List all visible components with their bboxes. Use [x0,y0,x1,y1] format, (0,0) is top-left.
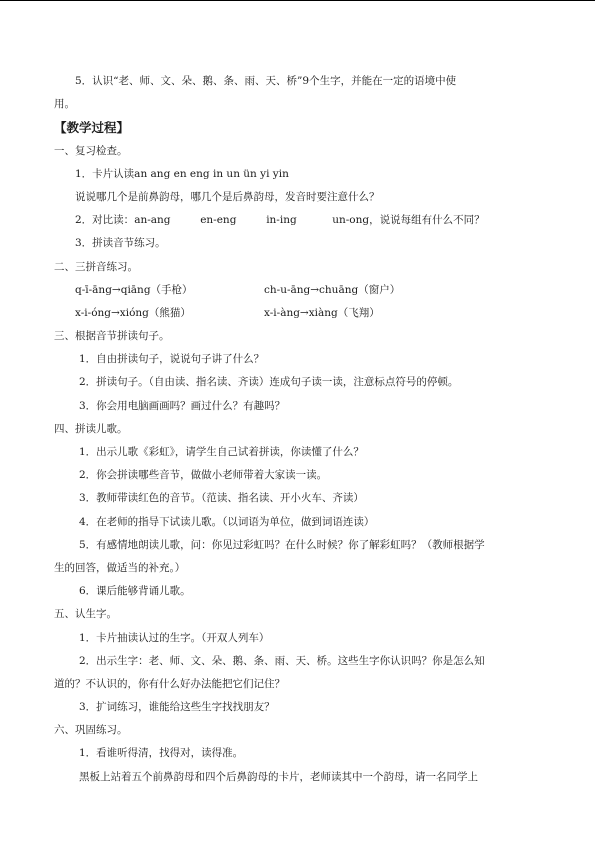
rhyme-item-3: 3．教师带读红色的音节。（范读、指名读、开小火车、齐读） [79,492,364,505]
tri-pinyin-row-1 [54,279,544,302]
review-item-2-label: 2．对比读： [75,214,135,227]
objective-5-line1: 5．认识“老、师、文、朵、鹅、条、雨、天、桥”9个生字，并能在一定的语境中使 [75,75,457,87]
heading-review: 一、复习检查。 [54,144,128,157]
tri-pinyin-qiang: q-ī-āng→qiāng（手枪） [75,283,193,296]
rhyme-item-5-cont: 生的回答，做适当的补充。） [54,561,186,574]
pair-in-ing: in-ing [266,214,297,227]
characters-item-1: 1．卡片抽读认过的生字。（开双人列车） [79,631,270,644]
rhyme-item-6: 6．课后能够背诵儿歌。 [79,585,191,598]
tri-pinyin-xiong: x-i-óng→xióng（熊猫） [75,306,191,319]
review-item-2 [54,209,544,232]
rhyme-item-1: 1．出示儿歌《彩虹》，请学生自己试着拼读，你读懂了什么？ [79,446,364,458]
practice-item-1-cont: 黑板上站着五个前鼻韵母和四个后鼻韵母的卡片，老师读其中一个韵母，请一名同学上 [79,770,478,783]
review-item-3: 3．拼读音节练习。 [75,237,166,250]
rhyme-item-4: 4．在老师的指导下试读儿歌。（以词语为单位，做到词语连读） [79,515,375,528]
section-title-process: 【教学过程】 [54,120,130,136]
characters-item-3: 3．扩词练习，谁能给这些生字找找朋友？ [79,701,275,714]
sentence-item-1: 1．自由拼读句子，说说句子讲了什么？ [79,353,265,366]
tri-pinyin-chuang: ch-u-āng→chuāng（窗户） [264,283,401,296]
objective-5-line2: 用。 [54,98,75,111]
heading-practice: 六、巩固练习。 [54,724,128,737]
review-item-2-tail: ，说说每组有什么不同？ [369,214,485,227]
characters-item-2-cont: 道的？不认识的，你有什么好办法能把它们记住？ [54,677,285,690]
sentence-item-3: 3．你会用电脑画画吗？画过什么？有趣吗？ [79,399,286,412]
rhyme-item-5: 5．有感情地朗读儿歌，问：你见过彩虹吗？在什么时候？你了解彩虹吗？（教师根据学 [79,538,485,551]
sentence-item-2: 2．拼读句子。（自由读、指名读、齐读）连成句子读一读，注意标点符号的停顿。 [79,376,459,389]
heading-tri-pinyin: 二、三拼音练习。 [54,260,138,273]
characters-item-2: 2．出示生字：老、师、文、朵、鹅、条、雨、天、桥。这些生字你认识吗？你是怎么知 [79,654,485,667]
tri-pinyin-row-2 [54,302,544,325]
heading-characters: 五、认生字。 [54,608,117,621]
pair-un-ong: un-ong [332,214,370,227]
practice-item-1: 1．看谁听得清，找得对，读得准。 [79,747,244,760]
heading-nursery-rhyme: 四、拼读儿歌。 [54,422,128,435]
review-item-1: 1．卡片认读an ang en eng in un ün yi yin [75,167,289,180]
top-border-line [0,0,595,1]
pair-en-eng: en-eng [200,214,237,227]
document-body [54,70,544,789]
review-item-1-cont: 说说哪几个是前鼻韵母，哪几个是后鼻韵母，发音时要注意什么？ [75,190,380,203]
pair-an-ang: an-ang [134,214,171,227]
tri-pinyin-xiang: x-i-àng→xiàng（飞翔） [264,306,380,319]
rhyme-item-2: 2．你会拼读哪些音节，做做小老师带着大家读一读。 [79,469,328,482]
heading-sentence-reading: 三、根据音节拼读句子。 [54,330,170,343]
